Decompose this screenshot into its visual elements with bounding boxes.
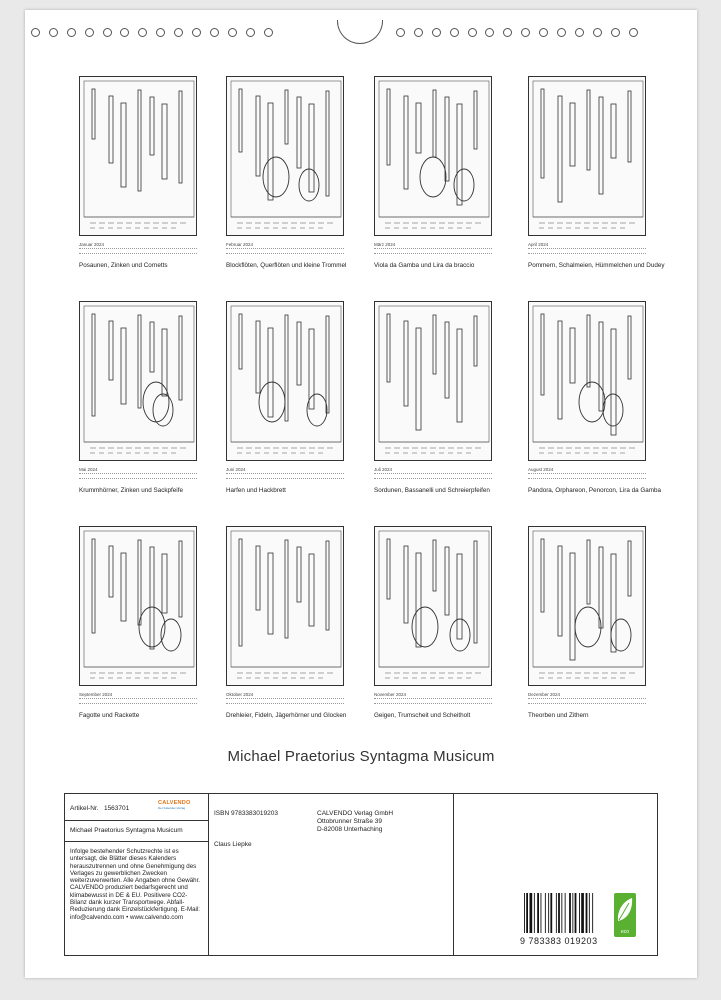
info-box [64, 793, 658, 956]
instrument-plate [528, 526, 646, 686]
author: Claus Liepke [214, 841, 252, 848]
binding-ring [85, 28, 94, 37]
month-caption: Geigen, Trumscheit und Scheitholt [374, 712, 471, 719]
month-1 [79, 76, 197, 269]
publisher-name: CALVENDO Verlag GmbH [317, 810, 394, 817]
month-name: Januar 2024 [79, 242, 105, 247]
month-name: März 2024 [374, 242, 396, 247]
barcode-number: 9 783383 019203 [520, 936, 598, 946]
month-name: September 2024 [79, 692, 113, 697]
binding-ring [210, 28, 219, 37]
hanger-cutout [337, 20, 383, 44]
eco-badge [614, 893, 636, 937]
binding-ring [103, 28, 112, 37]
month-9 [79, 526, 197, 719]
month-5 [79, 301, 197, 494]
binding-ring [246, 28, 255, 37]
binding-ring [228, 28, 237, 37]
calendar-sheet [25, 10, 697, 978]
binding-ring [156, 28, 165, 37]
binding-ring [539, 28, 548, 37]
day-grid [226, 248, 344, 254]
month-12 [528, 526, 646, 719]
binding-ring [593, 28, 602, 37]
month-name: Februar 2024 [226, 242, 254, 247]
binding-ring [174, 28, 183, 37]
month-8 [528, 301, 662, 494]
article-label: Artikel-Nr. [70, 805, 99, 812]
publisher-street: Ottobrunner Straße 39 [317, 818, 383, 825]
binding-ring [432, 28, 441, 37]
binding-ring [264, 28, 273, 37]
month-7 [374, 301, 492, 494]
month-name: Mai 2024 [79, 467, 98, 472]
month-3 [374, 76, 492, 269]
month-caption: Blockflöten, Querflöten und kleine Trommel [226, 262, 347, 269]
day-grid [374, 473, 492, 479]
binding-ring [31, 28, 40, 37]
day-grid [374, 248, 492, 254]
binding-ring [396, 28, 405, 37]
binding-rings-right [396, 28, 638, 42]
day-grid [79, 473, 197, 479]
instrument-plate [226, 526, 344, 686]
instrument-plate [528, 301, 646, 461]
month-6 [226, 301, 344, 494]
month-10 [226, 526, 347, 719]
month-2 [226, 76, 347, 269]
month-caption: Theorben und Zithern [528, 712, 589, 719]
barcode-image [522, 893, 622, 937]
month-name: Dezember 2024 [528, 692, 561, 697]
leaf-icon [614, 893, 636, 927]
binding-rings-left [31, 28, 273, 42]
day-grid [528, 473, 646, 479]
binding-ring [192, 28, 201, 37]
month-caption: Harfen und Hackbrett [226, 487, 286, 494]
publisher-city: D-82008 Unterhaching [317, 826, 383, 833]
day-grid [528, 248, 646, 254]
month-caption: Krummhörner, Zinken und Sackpfeife [79, 487, 183, 494]
binding-ring [629, 28, 638, 37]
month-name: Oktober 2024 [226, 692, 254, 697]
day-grid [226, 473, 344, 479]
instrument-plate [528, 76, 646, 236]
binding-ring [557, 28, 566, 37]
instrument-plate [79, 526, 197, 686]
binding-ring [521, 28, 530, 37]
month-caption: Pandora, Orphareon, Penorcon, Lira da Gamba [528, 487, 662, 494]
binding-ring [67, 28, 76, 37]
eco-label: eco [620, 929, 630, 935]
day-grid [79, 248, 197, 254]
month-name: Juli 2024 [374, 467, 393, 472]
info-column-barcode [454, 794, 658, 955]
instrument-plate [374, 526, 492, 686]
instrument-plate [374, 76, 492, 236]
month-caption: Posaunen, Zinken und Cornetts [79, 262, 168, 269]
calvendo-logo [158, 800, 202, 813]
calendar-title: Michael Praetorius Syntagma Musicum [227, 748, 495, 765]
binding-ring [49, 28, 58, 37]
instrument-plate [226, 76, 344, 236]
month-caption: Pommern, Schalmeien, Hümmelchen und Dudey [528, 262, 665, 269]
article-number: 1563701 [103, 805, 130, 812]
binding-ring [468, 28, 477, 37]
day-grid [79, 698, 197, 704]
month-name: April 2024 [528, 242, 549, 247]
binding-ring [485, 28, 494, 37]
month-name: August 2024 [528, 467, 554, 472]
binding-ring [138, 28, 147, 37]
month-11 [374, 526, 492, 719]
product-title: Michael Praetorius Syntagma Musicum [70, 827, 183, 834]
month-caption: Viola da Gamba und Lira da braccio [374, 262, 475, 269]
binding-ring [414, 28, 423, 37]
info-column-publisher [209, 794, 454, 955]
calvendo-logo-text: CALVENDO [158, 800, 191, 806]
binding-ring [575, 28, 584, 37]
legal-text: Infolge bestehender Schutzrechte ist es untersagt, die Blätter dieses Kalenders herauszutrennen und ohne Genehmigung des Verlages zu gewerblichen Zwecken weiterzuverwerten. Alle Angaben ohne Gewähr. CALVENDO produziert bedarfsgerecht und klimabewusst in DE & EU. Positivere CO2-Bilanz dank kurzer Transportwege. Abfall-Reduzierung dank Einzelstückfertigung. E-Mail: info@calvendo.com • www.calvendo.com [70, 848, 201, 921]
binding-ring [450, 28, 459, 37]
info-column-article [65, 794, 209, 955]
binding-ring [503, 28, 512, 37]
month-name: Juni 2024 [226, 467, 246, 472]
isbn: ISBN 9783383019203 [214, 810, 278, 817]
instrument-plate [79, 76, 197, 236]
instrument-plate [374, 301, 492, 461]
day-grid [374, 698, 492, 704]
month-caption: Fagotte und Rackette [79, 712, 140, 719]
instrument-plate [226, 301, 344, 461]
month-4 [528, 76, 665, 269]
day-grid [528, 698, 646, 704]
binding-ring [611, 28, 620, 37]
binding-ring [120, 28, 129, 37]
month-name: November 2024 [374, 692, 407, 697]
month-caption: Sordunen, Bassanelli und Schreierpfeifen [374, 487, 490, 494]
day-grid [226, 698, 344, 704]
month-caption: Drehleier, Fideln, Jägerhörner und Glocken [226, 712, 347, 719]
calvendo-logo-sub: Der Kalender-Verlag [158, 806, 186, 810]
instrument-plate [79, 301, 197, 461]
